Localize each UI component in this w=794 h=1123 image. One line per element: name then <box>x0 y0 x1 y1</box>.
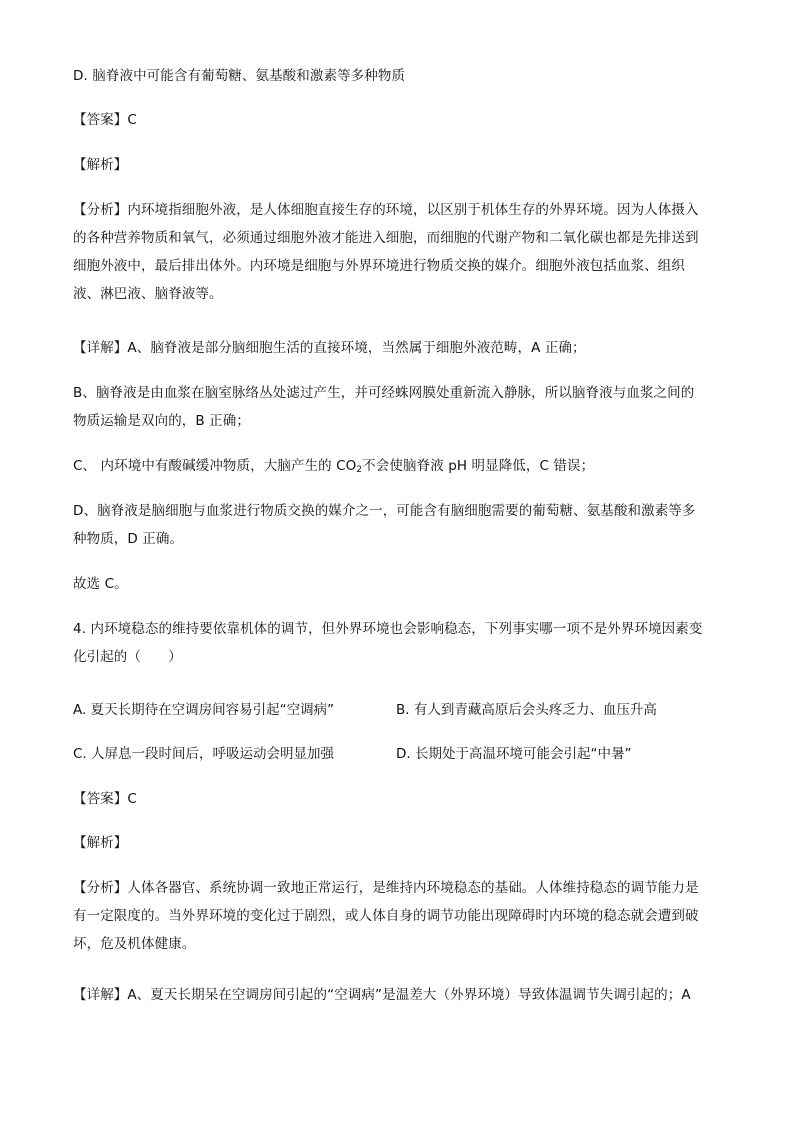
q3-analysis-heading: 【解析】 <box>73 157 128 173</box>
q3-answer: 【答案】C <box>73 112 137 128</box>
q4-fenxi-line-2: 有一定限度的。当外界环境的变化过于剧烈，或人体自身的调节功能出现障碍时内环境的稳态就会遭到破 <box>73 908 699 924</box>
q4-answer: 【答案】C <box>73 791 137 807</box>
q3-conclusion: 故选 C。 <box>73 576 128 592</box>
q3-fenxi-line-4: 液、淋巴液、脑脊液等。 <box>73 286 223 302</box>
q3-xiangjie-c <box>73 456 594 476</box>
q4-stem-line-2: 化引起的（ ） <box>73 649 182 665</box>
q4-option-b: B. 有人到青藏高原后会头疼乏力、血压升高 <box>396 702 657 718</box>
q3-xiangjie-c-prefix: C、 内环境中有酸碱缓冲物质，大脑产生的 CO <box>73 458 357 474</box>
q3-fenxi-line-2: 的各种营养物质和氧气，必须通过细胞外液才能进入细胞，而细胞的代谢产物和二氧化碳也都是先排送到 <box>73 230 699 246</box>
q4-xiangjie-a: 【详解】A、夏天长期呆在空调房间引起的“空调病”是温差大（外界环境）导致体温调节失调引起的；A <box>73 987 691 1003</box>
q3-xiangjie-b-line-2: 物质运输是双向的，B 正确； <box>73 413 250 429</box>
q4-option-c: C. 人屏息一段时间后，呼吸运动会明显加强 <box>73 746 335 762</box>
q3-fenxi-line-1: 【分析】内环境指细胞外液，是人体细胞直接生存的环境，以区别于机体生存的外界环境。因为人体摄入 <box>73 202 699 218</box>
q3-xiangjie-d-line-1: D、脑脊液是脑细胞与血浆进行物质交换的媒介之一，可能含有脑细胞需要的葡萄糖、氨基酸和激素等多 <box>73 503 696 519</box>
q4-option-a: A. 夏天长期待在空调房间容易引起“空调病” <box>73 702 335 718</box>
q3-fenxi-line-3: 细胞外液中，最后排出体外。内环境是细胞与外界环境进行物质交换的媒介。细胞外液包括血浆、组织 <box>73 258 685 274</box>
co2-subscript: 2 <box>356 465 363 475</box>
q3-option-d: D. 脑脊液中可能含有葡萄糖、氨基酸和激素等多种物质 <box>73 68 406 84</box>
q3-xiangjie-b-line-1: B、脑脊液是由血浆在脑室脉络丛处滤过产生，并可经蛛网膜处重新流入静脉，所以脑脊液与血浆之间的 <box>73 385 695 401</box>
q4-stem-line-1: 4. 内环境稳态的维持要依靠机体的调节，但外界环境也会影响稳态，下列事实哪一项不是外界环境因素变 <box>73 621 703 637</box>
q4-fenxi-line-1: 【分析】人体各器官、系统协调一致地正常运行，是维持内环境稳态的基础。人体维持稳态的调节能力是 <box>73 880 699 896</box>
q3-xiangjie-d-line-2: 种物质，D 正确。 <box>73 531 184 547</box>
q4-analysis-heading: 【解析】 <box>73 835 128 851</box>
q4-fenxi-line-3: 坏，危及机体健康。 <box>73 936 196 952</box>
q3-xiangjie-c-suffix: 不会使脑脊液 pH 明显降低，C 错误； <box>362 458 595 474</box>
q3-xiangjie-a: 【详解】A、脑脊液是部分脑细胞生活的直接环境，当然属于细胞外液范畴，A 正确； <box>73 340 586 356</box>
q4-option-d: D. 长期处于高温环境可能会引起“中暑” <box>396 746 632 762</box>
